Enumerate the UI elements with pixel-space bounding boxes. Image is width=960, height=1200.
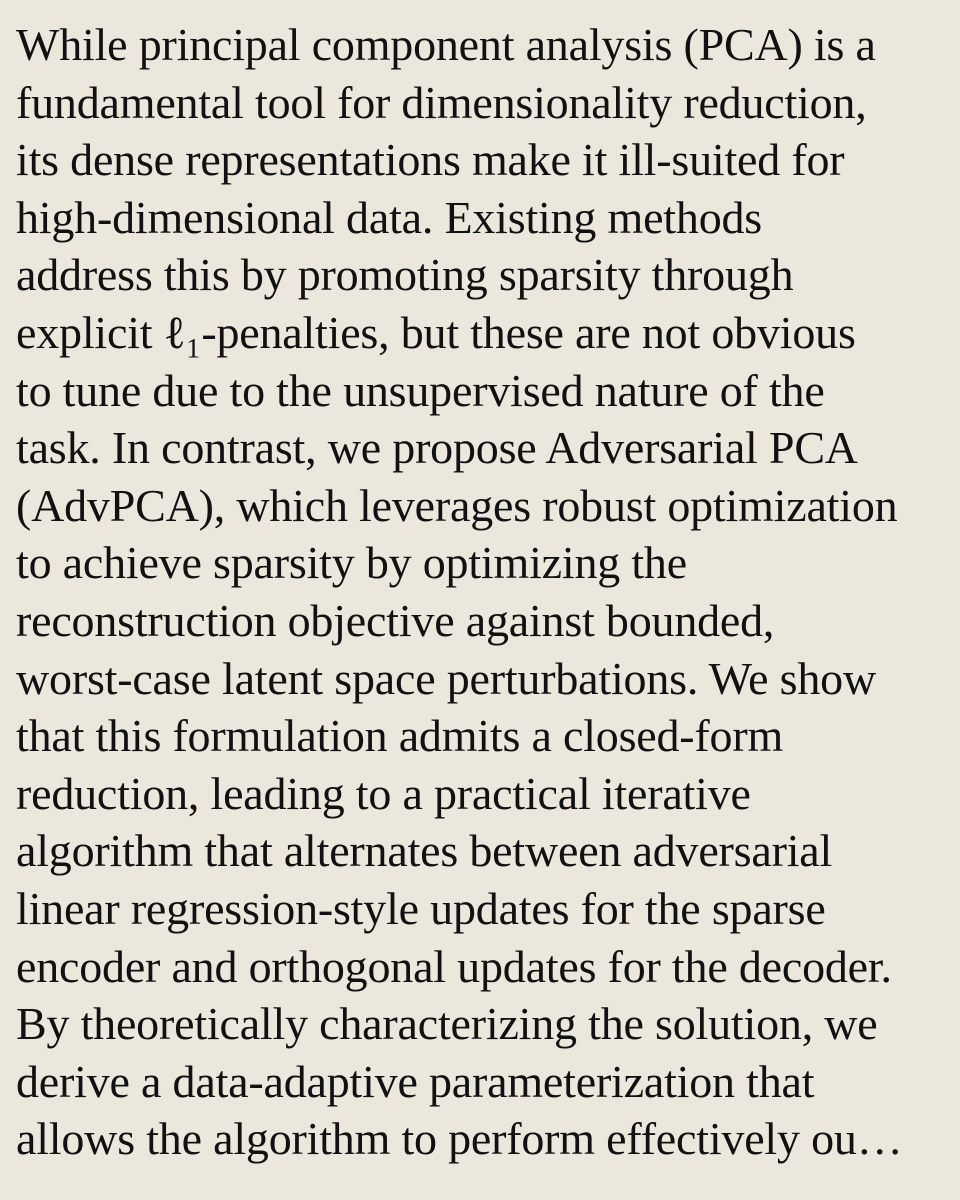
abstract-line: explicit ℓ₁-penalties, but these are not obvious (16, 306, 856, 358)
abstract-line: By theoretically characterizing the solution, we (16, 998, 878, 1050)
abstract-line: encoder and orthogonal updates for the decoder. (16, 940, 892, 992)
abstract-line: reduction, leading to a practical iterative (16, 767, 751, 819)
abstract-text (16, 16, 948, 1168)
abstract-line: address this by promoting sparsity through (16, 249, 794, 301)
abstract-line: (AdvPCA), which leverages robust optimization (16, 479, 898, 531)
abstract-line: task. In contrast, we propose Adversarial PCA (16, 422, 858, 474)
abstract-line: its dense representations make it ill-suited for (16, 134, 845, 186)
abstract-line: allows the algorithm to perform effectively ou… (16, 1113, 903, 1165)
abstract-line: algorithm that alternates between adversarial (16, 825, 833, 877)
abstract-line: linear regression-style updates for the sparse (16, 882, 826, 934)
abstract-line: reconstruction objective against bounded, (16, 594, 775, 646)
abstract-line: While principal component analysis (PCA) is a (16, 19, 876, 70)
abstract-line: high-dimensional data. Existing methods (16, 191, 762, 243)
abstract-line: that this formulation admits a closed-form (16, 710, 784, 762)
abstract-line: fundamental tool for dimensionality reduction, (16, 76, 867, 128)
abstract-line: to tune due to the unsupervised nature of the (16, 364, 825, 416)
abstract-line: worst-case latent space perturbations. We show (16, 652, 876, 704)
abstract-line: derive a data-adaptive parameterization that (16, 1055, 815, 1107)
abstract-line: to achieve sparsity by optimizing the (16, 537, 687, 589)
